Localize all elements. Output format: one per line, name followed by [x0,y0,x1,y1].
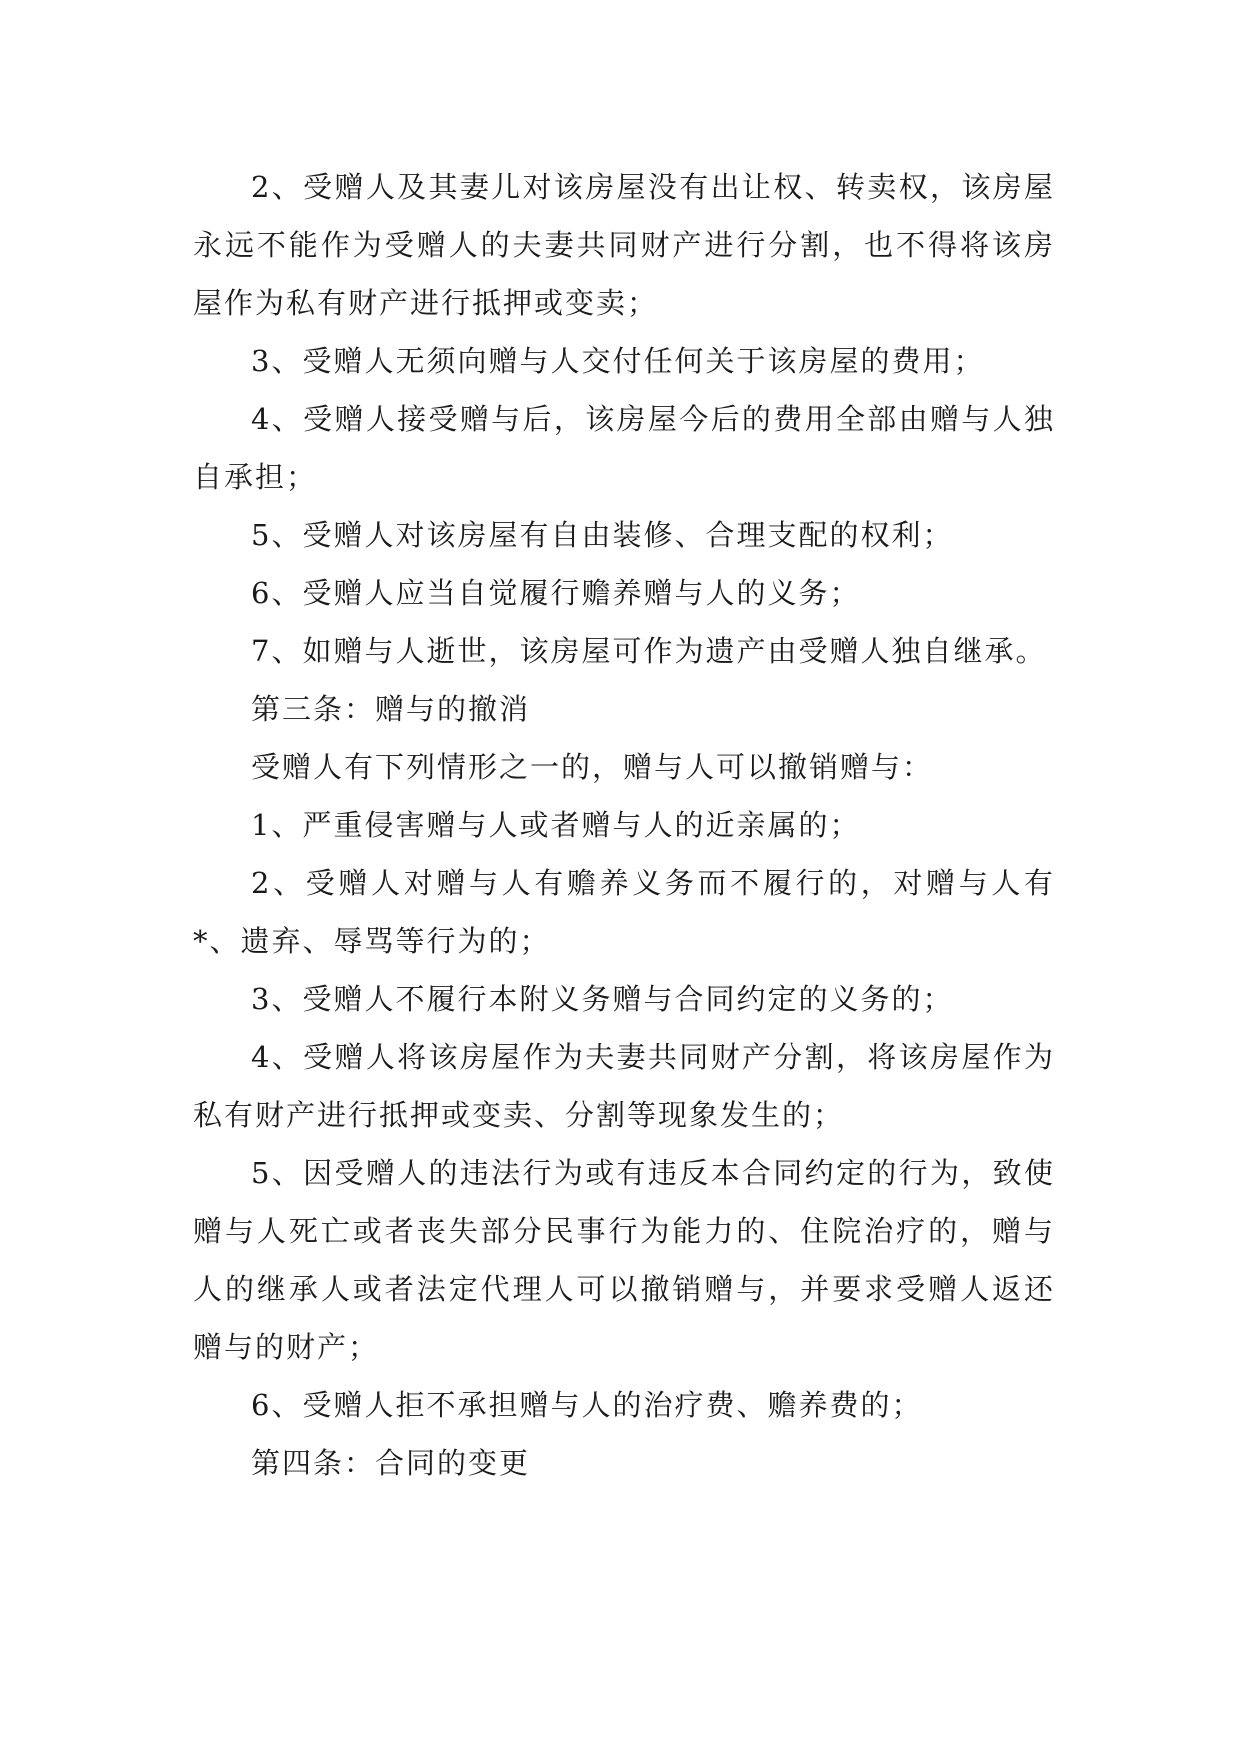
clause-3-paragraph: 3、受赠人无须向赠与人交付任何关于该房屋的费用； [251,344,985,378]
clause-4-paragraph: 4、受赠人接受赠与后，该房屋今后的费用全部由赠与人独自承担； [193,402,1055,494]
article-3-heading: 第三条：赠与的撤消 [251,692,531,726]
revocation-item-4: 4、受赠人将该房屋作为夫妻共同财产分割，将该房屋作为私有财产进行抵押或变卖、分割等现象发生的； [193,1040,1055,1132]
article-3-intro: 受赠人有下列情形之一的，赠与人可以撤销赠与： [251,750,934,784]
document-body [193,158,1055,1492]
revocation-item-3: 3、受赠人不履行本附义务赠与合同约定的义务的； [251,982,954,1016]
revocation-item-5: 5、因受赠人的违法行为或有违反本合同约定的行为，致使赠与人死亡或者丧失部分民事行为能力的、住院治疗的，赠与人的继承人或者法定代理人可以撤销赠与，并要求受赠人返还赠与的财产； [193,1156,1055,1364]
clause-6-paragraph: 6、受赠人应当自觉履行赡养赠与人的义务； [251,576,861,610]
clause-7-paragraph: 7、如赠与人逝世，该房屋可作为遗产由受赠人独自继承。 [251,634,1047,668]
revocation-item-6: 6、受赠人拒不承担赠与人的治疗费、赡养费的； [251,1388,923,1422]
article-4-heading: 第四条：合同的变更 [251,1446,531,1480]
revocation-item-2: 2、受赠人对赠与人有赡养义务而不履行的，对赠与人有*、遗弃、辱骂等行为的； [193,866,1055,958]
clause-2-paragraph: 2、受赠人及其妻儿对该房屋没有出让权、转卖权，该房屋永远不能作为受赠人的夫妻共同财产进行分割，也不得将该房屋作为私有财产进行抵押或变卖； [193,170,1055,320]
clause-5-paragraph: 5、受赠人对该房屋有自由装修、合理支配的权利； [251,518,954,552]
revocation-item-1: 1、严重侵害赠与人或者赠与人的近亲属的； [251,808,861,842]
